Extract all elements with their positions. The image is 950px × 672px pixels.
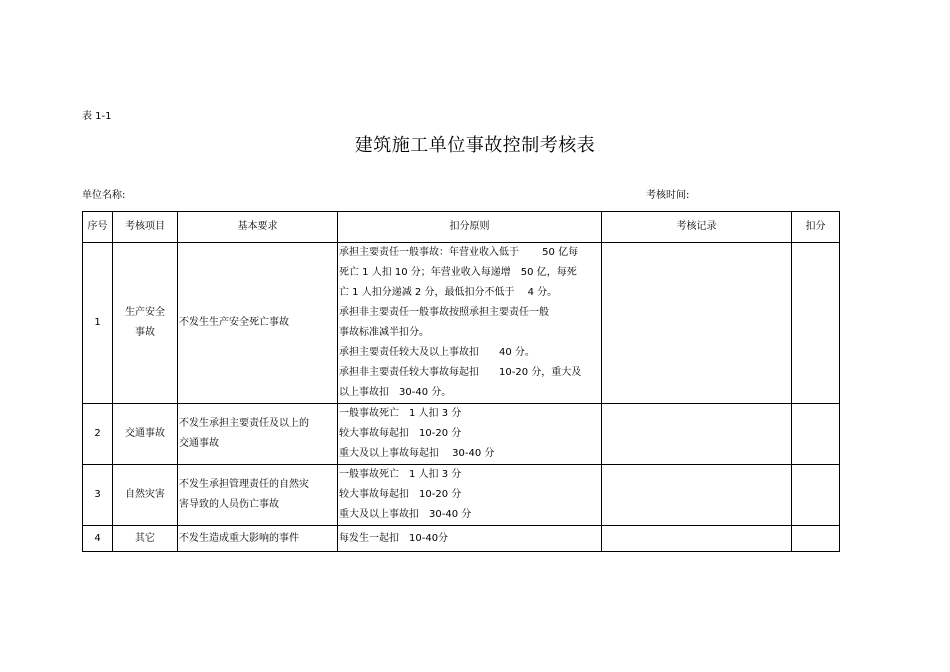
row-requirement: [178, 465, 338, 526]
table-number-label: 表 1-1: [82, 111, 112, 122]
header-requirement: 基本要求: [178, 212, 338, 243]
principle-line: 承担主要责任较大及以上事故扣 40 分。: [339, 347, 535, 358]
principle-line: 一般事故死亡 1 人扣 3 分: [339, 408, 462, 419]
row-deduction[interactable]: [792, 526, 840, 552]
assessment-time-label: 考核时间:: [646, 190, 690, 201]
principle-line: 较大事故每起扣 10-20 分: [339, 489, 462, 500]
row-record[interactable]: [602, 465, 792, 526]
row-requirement: 不发生生产安全死亡事故: [178, 243, 338, 404]
table-row: [83, 243, 840, 404]
requirement-line: 交通事故: [179, 438, 219, 449]
principle-line: 承担主要责任一般事故：年营业收入低于 50 亿每: [339, 247, 579, 258]
row-record[interactable]: [602, 404, 792, 465]
row-no: 2: [83, 404, 113, 465]
principle-line: 承担非主要责任较大事故每起扣 10-20 分，重大及: [339, 367, 582, 378]
row-requirement: [178, 404, 338, 465]
table-row: [83, 526, 840, 552]
row-principles: [338, 404, 602, 465]
row-deduction[interactable]: [792, 465, 840, 526]
principle-line: 较大事故每起扣 10-20 分: [339, 428, 462, 439]
row-no: 1: [83, 243, 113, 404]
requirement-line: 不发生承担管理责任的自然灾: [179, 479, 309, 490]
row-item: [113, 404, 178, 465]
row-item: [113, 465, 178, 526]
row-principles: [338, 526, 602, 552]
header-principles: 扣分原则: [338, 212, 602, 243]
table-row: [83, 404, 840, 465]
unit-name-label: 单位名称:: [82, 190, 126, 201]
principle-line: 一般事故死亡 1 人扣 3 分: [339, 469, 462, 480]
row-principles: [338, 243, 602, 404]
row-record[interactable]: [602, 526, 792, 552]
table-row: [83, 465, 840, 526]
principle-line: 重大及以上事故每起扣 30-40 分: [339, 448, 495, 459]
requirement-line: 害导致的人员伤亡事故: [179, 499, 279, 510]
row-principles: [338, 465, 602, 526]
row-requirement: 不发生造成重大影响的事件: [178, 526, 338, 552]
row-no: 3: [83, 465, 113, 526]
row-deduction[interactable]: [792, 404, 840, 465]
row-item-line: 自然灾害: [125, 489, 165, 500]
row-item: [113, 243, 178, 404]
row-item-line: 事故: [135, 327, 155, 338]
row-item-line: 交通事故: [125, 428, 165, 439]
header-no: 序号: [83, 212, 113, 243]
row-item: [113, 526, 178, 552]
header-item: 考核项目: [113, 212, 178, 243]
header-deduction: 扣分: [792, 212, 840, 243]
requirement-line: 不发生承担主要责任及以上的: [179, 418, 309, 429]
principle-line: 事故标准减半扣分。: [339, 327, 429, 338]
row-deduction[interactable]: [792, 243, 840, 404]
header-record: 考核记录: [602, 212, 792, 243]
assessment-table: [82, 211, 840, 552]
principle-line: 亡 1 人扣分递减 2 分，最低扣分不低于 4 分。: [339, 287, 558, 298]
table-header-row: [83, 212, 840, 243]
principle-line: 死亡 1 人扣 10 分；年营业收入每递增 50 亿，每死: [339, 267, 577, 278]
principle-line: 承担非主要责任一般事故按照承担主要责任一般: [339, 307, 549, 318]
row-item-line: 其它: [135, 532, 155, 544]
principle-line: 每发生一起扣 10-40分: [339, 532, 449, 544]
principle-line: 重大及以上事故扣 30-40 分: [339, 509, 472, 520]
page-title: 建筑施工单位事故控制考核表: [354, 135, 596, 156]
principle-line: 以上事故扣 30-40 分。: [339, 387, 452, 398]
row-no: 4: [83, 526, 113, 552]
row-record[interactable]: [602, 243, 792, 404]
row-item-line: 生产安全: [125, 307, 165, 318]
